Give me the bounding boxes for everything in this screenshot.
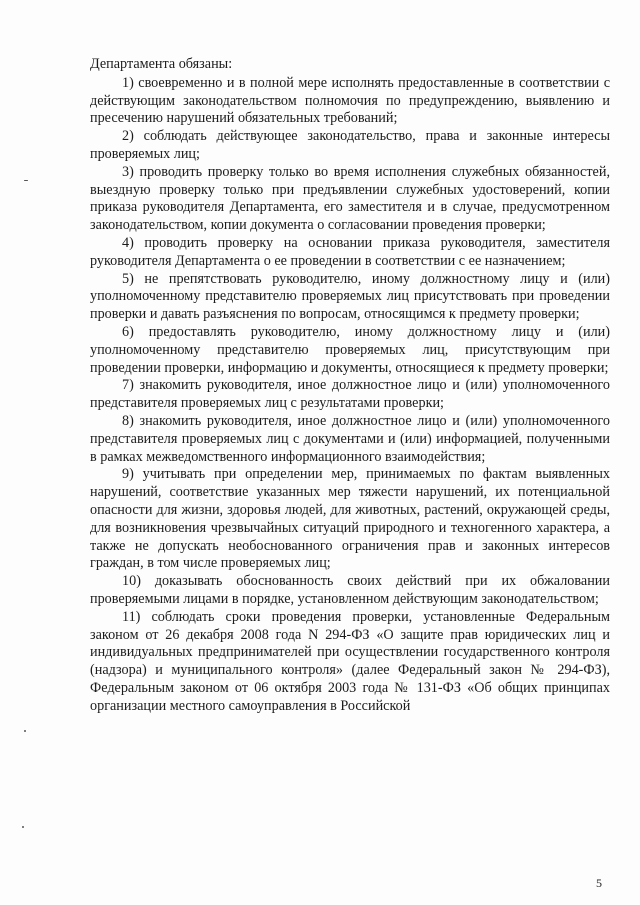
list-item-7: 7) знакомить руководителя, иное должностное лицо и (или) уполномоченного представителя проверяемых лиц с результатами проверки; (90, 377, 610, 412)
list-item-5: 5) не препятствовать руководителю, иному должностному лицу и (или) уполномоченному представителю проверяемых лиц присутствовать при проведении проверки и давать разъяснения по вопросам, относящимся к предмету проверки; (90, 270, 610, 323)
page-number: 5 (596, 876, 602, 890)
list-item-10: 10) доказывать обоснованность своих действий при их обжаловании проверяемыми лицами в порядке, установленном действующим законодательством; (90, 573, 610, 607)
scan-speck (24, 730, 26, 732)
list-item-3: 3) проводить проверку только во время исполнения служебных обязанностей, выездную проверку только при предъявлении служебных удостоверений, копии приказа руководителя Департамента, его заместителя и в случае, предусмотренном законодательством, копии документа о согласовании проведения проверки; (90, 163, 610, 234)
document-body (90, 56, 610, 715)
list-item-9: 9) учитывать при определении мер, принимаемых по фактам выявленных нарушений, соответствие указанных мер тяжести нарушений, их потенциальной опасности для жизни, здоровья людей, для животных, растений, окружающей среды, для возникновения чрезвычайных ситуаций природного и техногенного характера, а также не допускать необоснованного ограничения прав и законных интересов граждан, в том числе проверяемых лиц; (90, 466, 610, 572)
list-item-11: 11) соблюдать сроки проведения проверки, установленные Федеральным законом от 26 декабря 2008 года N 294-ФЗ «О защите прав юридических лиц и индивидуальных предпринимателей при осуществлении государственного контроля (надзора) и муниципального контроля» (далее Федеральный закон № 294-ФЗ), Федеральным законом от 06 октября 2003 года № 131-ФЗ «Об общих принципах организации местного самоуправления в Российской (90, 608, 610, 714)
intro-line: Департамента обязаны: (90, 56, 233, 72)
list-item-1: 1) своевременно и в полной мере исполнять предоставленные в соответствии с действующим законодательством полномочия по предупреждению, выявлению и пресечению нарушений обязательных требований; (90, 74, 610, 127)
list-item-8: 8) знакомить руководителя, иное должностное лицо и (или) уполномоченного представителя проверяемых лиц с документами и (или) информацией, полученными в рамках межведомственного информационного взаимодействия; (90, 412, 610, 465)
scan-speck (22, 826, 24, 828)
list-item-2: 2) соблюдать действующее законодательство, права и законные интересы проверяемых лиц; (90, 128, 610, 162)
scan-speck (24, 180, 28, 181)
list-item-4: 4) проводить проверку на основании приказа руководителя, заместителя руководителя Департамента о ее проведении в соответствии с ее назначением; (90, 234, 610, 269)
list-item-6: 6) предоставлять руководителю, иному должностному лицу и (или) уполномоченному представителю проверяемых лиц, присутствующим при проведении проверки, информацию и документы, относящиеся к предмету проверки; (90, 323, 610, 376)
